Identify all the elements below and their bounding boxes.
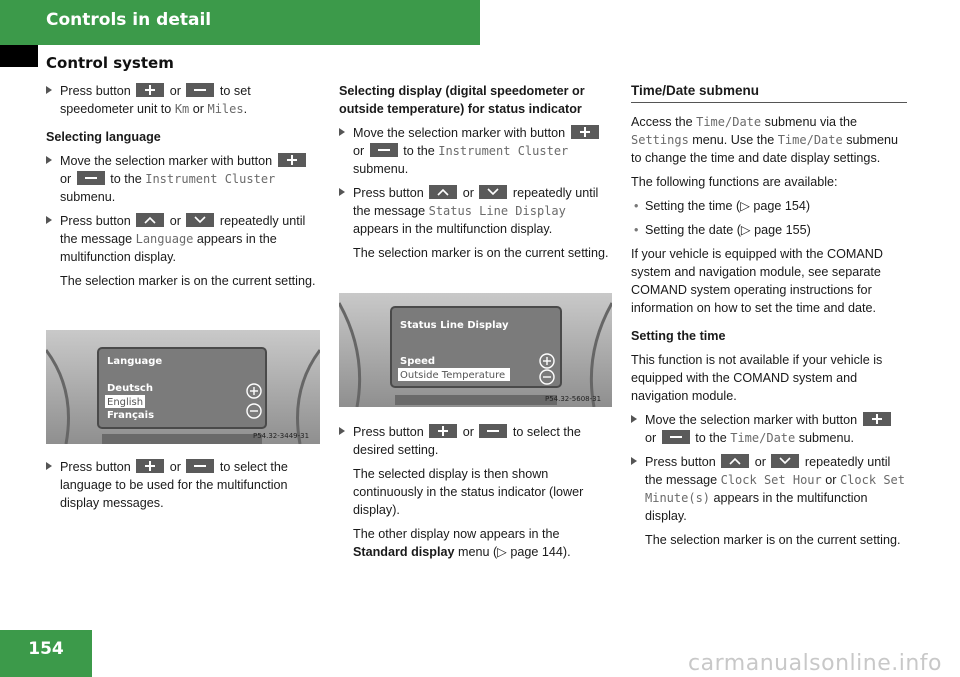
display-option: Français xyxy=(107,410,155,421)
plus-button-icon xyxy=(136,459,164,473)
instruction-step: Press button or to set speedometer unit to Km or Miles. xyxy=(46,82,321,118)
subheading: Selecting display (digital speedometer or outside temperature) for status indicator xyxy=(339,84,585,116)
section-marker xyxy=(0,45,38,67)
display-option-selected: English xyxy=(107,397,144,408)
status-line-display-image xyxy=(339,293,612,407)
arrow-bullet-icon xyxy=(46,216,52,224)
minus-button-icon xyxy=(370,143,398,157)
bullet-dot-icon: • xyxy=(634,199,639,213)
display-option: Deutsch xyxy=(107,383,153,394)
column-3 xyxy=(631,82,907,555)
up-button-icon xyxy=(136,213,164,227)
section-title: Control system xyxy=(46,54,174,72)
body-text: The following functions are available: xyxy=(631,175,838,189)
arrow-bullet-icon xyxy=(631,415,637,423)
plus-button-icon xyxy=(278,153,306,167)
bullet-dot-icon: • xyxy=(634,223,639,237)
arrow-bullet-icon xyxy=(631,457,637,465)
note-text: The selected display is then shown continuously in the status indicator (lower display). xyxy=(353,467,584,517)
watermark: carmanualsonline.info xyxy=(688,651,942,676)
minus-button-icon xyxy=(662,430,690,444)
note-text: The selection marker is on the current setting. xyxy=(60,274,316,288)
up-button-icon xyxy=(721,454,749,468)
body-text: This function is not available if your vehicle is equipped with the COMAND system and navigation module. xyxy=(631,353,883,403)
figure-code: P54.32-5608-31 xyxy=(545,395,602,403)
plus-button-icon xyxy=(863,412,891,426)
instruction-step: Press button or to select the language to be used for the multifunction display messages. xyxy=(46,458,321,512)
list-item: • Setting the date (▷ page 155) xyxy=(634,223,811,237)
instruction-step: Move the selection marker with button or to the Instrument Cluster submenu. xyxy=(46,152,321,206)
instruction-step: Press button or to select the desired setting. xyxy=(339,423,614,459)
arrow-bullet-icon xyxy=(339,427,345,435)
plus-button-icon xyxy=(571,125,599,139)
note-text: The selection marker is on the current setting. xyxy=(353,246,609,260)
figure-code: P54.32-3449-31 xyxy=(253,432,310,440)
arrow-bullet-icon xyxy=(46,86,52,94)
arrow-bullet-icon xyxy=(46,462,52,470)
display-option-selected: Outside Temperature xyxy=(400,370,506,381)
section-heading: Time/Date submenu xyxy=(631,82,907,103)
display-title: Language xyxy=(107,356,163,367)
chapter-title: Controls in detail xyxy=(46,10,212,30)
minus-button-icon xyxy=(77,171,105,185)
instruction-step: Press button or repeatedly until the message Language appears in the multifunction display. xyxy=(46,212,321,266)
arrow-bullet-icon xyxy=(339,128,345,136)
minus-button-icon xyxy=(186,83,214,97)
instruction-step: Move the selection marker with button or to the Time/Date submenu. xyxy=(631,411,907,447)
column-1-bottom xyxy=(46,458,321,518)
instruction-step: Move the selection marker with button or to the Instrument Cluster submenu. xyxy=(339,124,614,178)
page-number: 154 xyxy=(28,639,64,659)
list-item: • Setting the time (▷ page 154) xyxy=(634,199,811,213)
up-button-icon xyxy=(429,185,457,199)
down-button-icon xyxy=(479,185,507,199)
body-text: If your vehicle is equipped with the COMAND system and navigation module, see separate COMAND system operating instructions for information on how to set the time and date. xyxy=(631,247,883,315)
column-1 xyxy=(46,82,321,296)
arrow-bullet-icon xyxy=(46,156,52,164)
subheading: Selecting language xyxy=(46,130,161,144)
plus-button-icon xyxy=(136,83,164,97)
column-2 xyxy=(339,82,614,268)
display-option: Speed xyxy=(400,356,436,367)
instruction-step: Press button or repeatedly until the message Status Line Display appears in the multifunction display. xyxy=(339,184,614,238)
note-text: The selection marker is on the current setting. xyxy=(645,533,901,547)
down-button-icon xyxy=(186,213,214,227)
note-text: The other display now appears in the Standard display menu (▷ page 144). xyxy=(353,527,571,559)
minus-button-icon xyxy=(479,424,507,438)
column-2-bottom xyxy=(339,423,614,567)
plus-button-icon xyxy=(429,424,457,438)
arrow-bullet-icon xyxy=(339,188,345,196)
minus-button-icon xyxy=(186,459,214,473)
down-button-icon xyxy=(771,454,799,468)
display-title: Status Line Display xyxy=(400,320,509,331)
instruction-step: Press button or repeatedly until the message Clock Set Hour or Clock Set Minute(s) appears in the multifunction display. xyxy=(631,453,907,525)
subheading: Setting the time xyxy=(631,329,726,343)
language-display-image xyxy=(46,330,320,444)
body-text: Access the Time/Date submenu via the Settings menu. Use the Time/Date submenu to change the time and date display settings. xyxy=(631,115,899,165)
